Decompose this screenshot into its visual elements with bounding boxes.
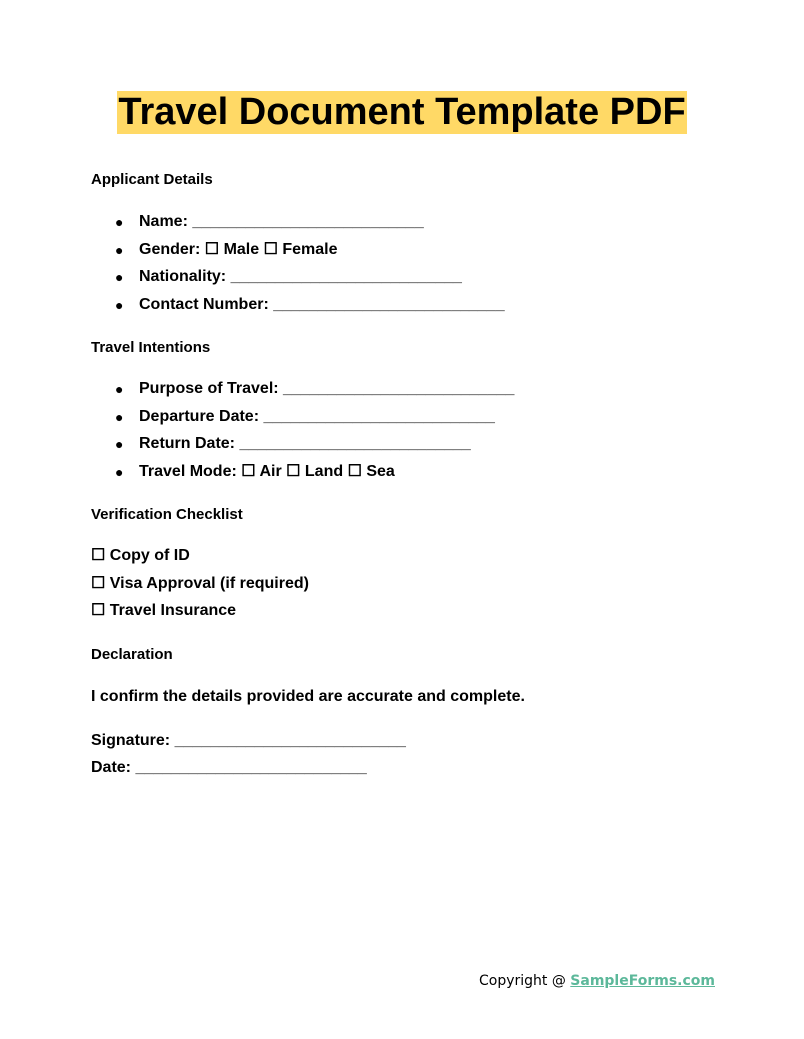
title-wrapper xyxy=(0,91,804,134)
date-field[interactable]: Date: __________________________ xyxy=(91,759,367,776)
verification-checklist-heading: Verification Checklist xyxy=(91,506,243,523)
bullet-icon: ● xyxy=(115,408,124,425)
bullet-icon: ● xyxy=(115,214,124,230)
list-item-text: Gender: ☐ Male ☐ Female xyxy=(139,240,338,258)
list-item-text: Name: __________________________ xyxy=(139,213,424,230)
list-item-text: Nationality: __________________________ xyxy=(139,268,462,285)
bullet-icon: ● xyxy=(115,269,124,285)
declaration-heading: Declaration xyxy=(91,646,173,663)
list-item-gender[interactable] xyxy=(91,241,505,269)
bullet-icon: ● xyxy=(115,296,124,313)
checklist-item-copy-of-id[interactable]: ☐ Copy of ID xyxy=(91,547,190,564)
applicant-details-heading: Applicant Details xyxy=(91,171,213,188)
sampleforms-link[interactable]: SampleForms.com xyxy=(570,973,715,989)
list-item-contact-number[interactable] xyxy=(91,296,505,324)
verification-checklist xyxy=(91,547,309,630)
list-item-name[interactable] xyxy=(91,213,505,241)
list-item-travel-mode[interactable] xyxy=(91,463,514,491)
declaration-statement: I confirm the details provided are accurate and complete. xyxy=(91,688,525,705)
footer-copyright xyxy=(479,972,715,990)
bullet-icon: ● xyxy=(115,241,124,258)
list-item-text: Contact Number: __________________________ xyxy=(139,295,505,313)
list-item-nationality[interactable] xyxy=(91,268,505,296)
travel-intentions-list xyxy=(91,380,514,490)
list-item-return-date[interactable] xyxy=(91,435,514,463)
travel-intentions-heading: Travel Intentions xyxy=(91,339,211,356)
list-item-departure-date[interactable] xyxy=(91,408,514,436)
page-title: Travel Document Template PDF xyxy=(118,91,686,133)
bullet-icon: ● xyxy=(115,381,124,397)
list-item-text: Purpose of Travel: __________________________ xyxy=(139,380,515,397)
checklist-item-travel-insurance[interactable]: ☐ Travel Insurance xyxy=(91,602,237,619)
list-item-text: Return Date: __________________________ xyxy=(139,435,471,452)
bullet-icon: ● xyxy=(115,463,124,480)
checklist-item-visa-approval[interactable]: ☐ Visa Approval (if required) xyxy=(91,574,309,592)
signature-field[interactable]: Signature: __________________________ xyxy=(91,732,406,749)
list-item-text: Departure Date: __________________________ xyxy=(139,407,495,425)
applicant-details-list xyxy=(91,213,505,323)
list-item-purpose[interactable] xyxy=(91,380,514,408)
bullet-icon: ● xyxy=(115,436,124,452)
copyright-text: Copyright @ xyxy=(478,973,571,989)
list-item-text: Travel Mode: ☐ Air ☐ Land ☐ Sea xyxy=(139,462,395,480)
